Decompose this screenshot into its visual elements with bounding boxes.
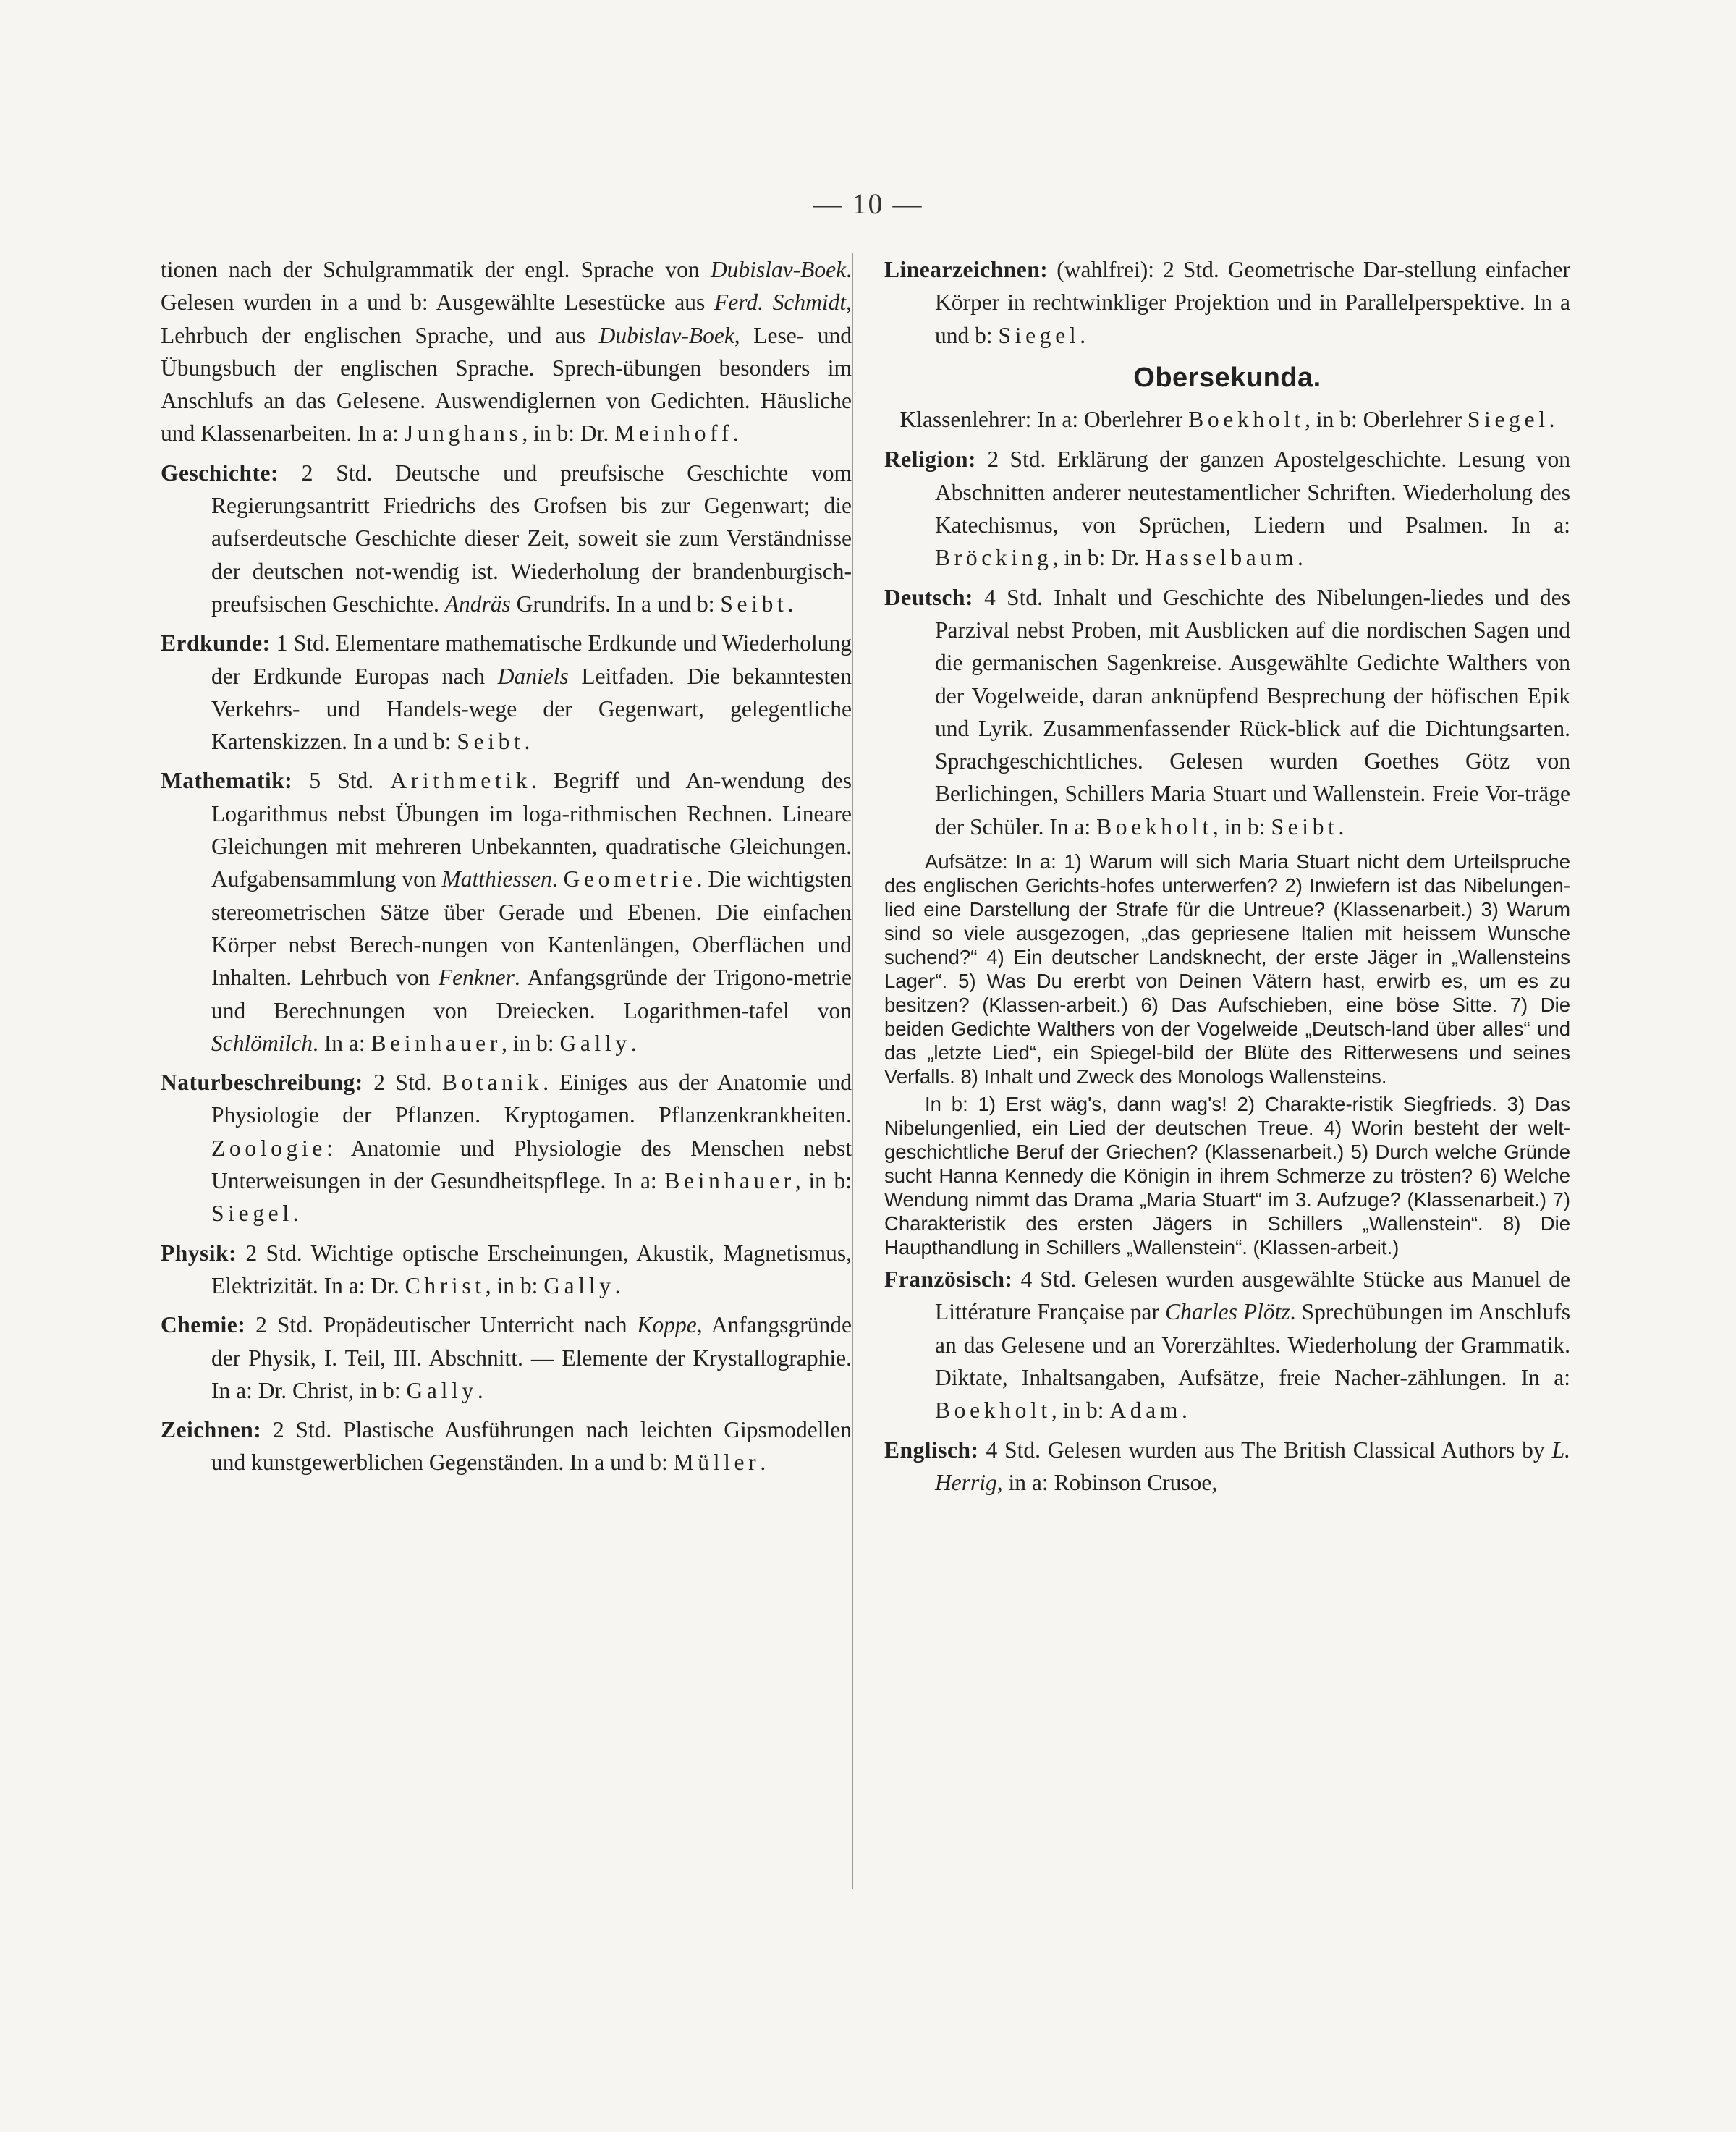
section-heading: Religion: <box>884 447 976 473</box>
section-deutsch: Deutsch: 4 Std. Inhalt und Geschichte des Nibelungen-liedes und des Parzival nebst Proben, mit Ausblicken auf die nordischen Sagen und die germanischen Sagenkreise. Ausgewählte Gedichte Walthers von der Vogelweide, daran anknüpfend Besprechung der höfischen Epik und Lyrik. Zusammenfassender Rück-blick auf die Dichtungsarten. Sprachgeschichtliches. Gelesen wurden Goethes Götz von Berlichingen, Schillers Maria Stuart und Wallenstein. Freie Vor-träge der Schüler. In a: Boekholt, in b: Seibt. <box>884 584 1570 839</box>
column-divider <box>852 253 853 1889</box>
section-chemie: Chemie: 2 Std. Propädeutischer Unterricht nach Koppe, Anfangsgründe der Physik, I. Teil, III. Abschnitt. — Elemente der Krystallographie. In a: Dr. Christ, in b: Gally. <box>161 1312 852 1403</box>
section-heading: Linearzeichnen: <box>884 257 1049 282</box>
page-number: — 10 — <box>813 187 923 220</box>
section-englisch: Englisch: 4 Std. Gelesen wurden aus The British Classical Authors by L. Herrig, in a: Robinson Crusoe, <box>884 1437 1570 1495</box>
section-religion: Religion: 2 Std. Erklärung der ganzen Apostelgeschichte. Lesung von Abschnitten anderer neutestamentlicher Schriften. Wiederholung des Katechismus, von Sprüchen, Liedern und Psalmen. In a: Bröcking, in b: Dr. Hasselbaum. <box>884 447 1570 571</box>
section-erdkunde: Erdkunde: 1 Std. Elementare mathematische Erdkunde und Wiederholung der Erdkunde Europas nach Daniels Leitfaden. Die bekanntesten Verkehrs- und Handels-wege der Gegenwart, gelegentliche Kartenskizzen. In a und b: Seibt. <box>161 630 852 755</box>
section-franzoesisch: Französisch: 4 Std. Gelesen wurden ausgewählte Stücke aus Manuel de Littérature Française par Charles Plötz. Sprechübungen im Anschlufs an das Gelesene und an Vorerzähltes. Wiederholung der Grammatik. Diktate, Inhaltsangaben, Aufsätze, freie Nacher-zählungen. In a: Boekholt, in b: Adam. <box>884 1266 1570 1424</box>
section-heading: Mathematik: <box>161 768 293 794</box>
section-heading: Deutsch: <box>884 584 973 610</box>
section-heading: Französisch: <box>884 1266 1013 1293</box>
section-geschichte: Geschichte: 2 Std. Deutsche und preufsische Geschichte vom Regierungsantritt Friedrichs des Grofsen bis zur Gegenwart; die aufserdeutsche Geschichte dieser Zeit, soweit sie zum Verständnisse der deutschen not-wendig ist. Wiederholung der brandenburgisch-preufsischen Geschichte. Andräs Grundrifs. In a und b: Seibt. <box>161 460 852 617</box>
class-heading-obersekunda: Obersekunda. <box>1133 362 1321 393</box>
section-heading: Englisch: <box>884 1437 979 1463</box>
section-heading: Zeichnen: <box>161 1417 262 1443</box>
section-heading: Physik: <box>161 1240 237 1266</box>
essays-class-b: In b: 1) Erst wäg's, dann wag's! 2) Charakte-ristik Siegfrieds. 3) Das Nibelungenlied, ein Lied der deutschen Treue. 4) Worin besteht der welt-geschichtliche Beruf der Griechen? (Klassenarbeit.) 5) Durch welche Gründe sucht Hanna Kennedy die Königin in ihrem Schmerze zu trösten? 6) Welche Wendung nimmt das Drama „Maria Stuart“ im 3. Aufzuge? (Klassenarbeit.) 7) Charakteristik des ersten Jägers in Schillers „Wallenstein“. 8) Die Haupthandlung in Schillers „Wallenstein“. (Klassen-arbeit.) <box>884 1093 1570 1259</box>
right-column <box>884 253 1570 1505</box>
section-heading: Erdkunde: <box>161 630 271 656</box>
section-zeichnen: Zeichnen: 2 Std. Plastische Ausführungen nach leichten Gipsmodellen und kunstgewerblichen Gegenständen. In a und b: Müller. <box>161 1417 852 1476</box>
essays-class-a: Aufsätze: In a: 1) Warum will sich Maria Stuart nicht dem Urteilspruche des englischen Gerichts-hofes unterwerfen? 2) Inwiefern ist das Nibelungen-lied eine Darstellung der Strafe für die Untreue? (Klassenarbeit.) 3) Warum sind so viele ausgezogen, „das gepriesene Italien mit heissem Wunsche suchend?“ 4) Ein deutscher Landsknecht, der erste Jäger in „Wallensteins Lager“. 5) Was Du ererbt von Deinen Vätern hast, erwirb es, um es zu besitzen? (Klassen-arbeit.) 6) Das Aufschieben, eine böse Sitte. 7) Die beiden Gedichte Walthers von der Vogelweide „Deutsch-land über alles“ und das „letzte Lied“, ein Spiegel-bild der Blüte des Ritterwesens und seines Verfalls. 8) Inhalt und Zweck des Monologs Wallensteins. <box>884 850 1570 1088</box>
section-naturbeschreibung: Naturbeschreibung: 2 Std. Botanik. Einiges aus der Anatomie und Physiologie der Pflanzen. Kryptogamen. Pflanzenkrankheiten. Zoologie: Anatomie und Physiologie des Menschen nebst Unterweisungen in der Gesundheitspflege. In a: Beinhauer, in b: Siegel. <box>161 1070 852 1227</box>
section-mathematik: Mathematik: 5 Std. Arithmetik. Begriff und An-wendung des Logarithmus nebst Übungen im loga-rithmischen Rechnen. Lineare Gleichungen mit mehreren Unbekannten, quadratische Gleichungen. Aufgabensammlung von Matthiessen. Geometrie. Die wichtigsten stereometrischen Sätze über Gerade und Ebenen. Die einfachen Körper nebst Berech-nungen von Kantenlängen, Oberflächen und Inhalten. Lehrbuch von Fenkner. Anfangsgründe der Trigono-metrie und Berechnungen von Dreiecken. Logarithmen-tafel von Schlömilch. In a: Beinhauer, in b: Gally. <box>161 768 852 1056</box>
section-heading: Chemie: <box>161 1312 246 1338</box>
section-heading: Geschichte: <box>161 460 279 486</box>
section-linearzeichnen: Linearzeichnen: (wahlfrei): 2 Std. Geometrische Dar-stellung einfacher Körper in rechtwinkliger Projektion und in Parallelperspektive. In a und b: Siegel. <box>884 257 1570 348</box>
class-teachers: Klassenlehrer: In a: Oberlehrer Boekholt, in b: Oberlehrer Siegel. <box>899 407 1555 433</box>
left-column <box>161 253 852 1486</box>
english-continuation: tionen nach der Schulgrammatik der engl. Sprache von Dubislav-Boek. Gelesen wurden in a und b: Ausgewählte Lesestücke aus Ferd. Schmidt, Lehrbuch der englischen Sprache, und aus Dubislav-Boek, Lese- und Übungsbuch der englischen Sprache. Sprech-übungen besonders im Anschlufs an das Gelesene. Auswendiglernen von Gedichten. Häusliche und Klassenarbeiten. In a: Junghans, in b: Dr. Meinhoff. <box>161 257 852 447</box>
section-physik: Physik: 2 Std. Wichtige optische Erscheinungen, Akustik, Magnetismus, Elektrizität. In a: Dr. Christ, in b: Gally. <box>161 1240 852 1298</box>
section-heading: Naturbeschreibung: <box>161 1070 363 1096</box>
